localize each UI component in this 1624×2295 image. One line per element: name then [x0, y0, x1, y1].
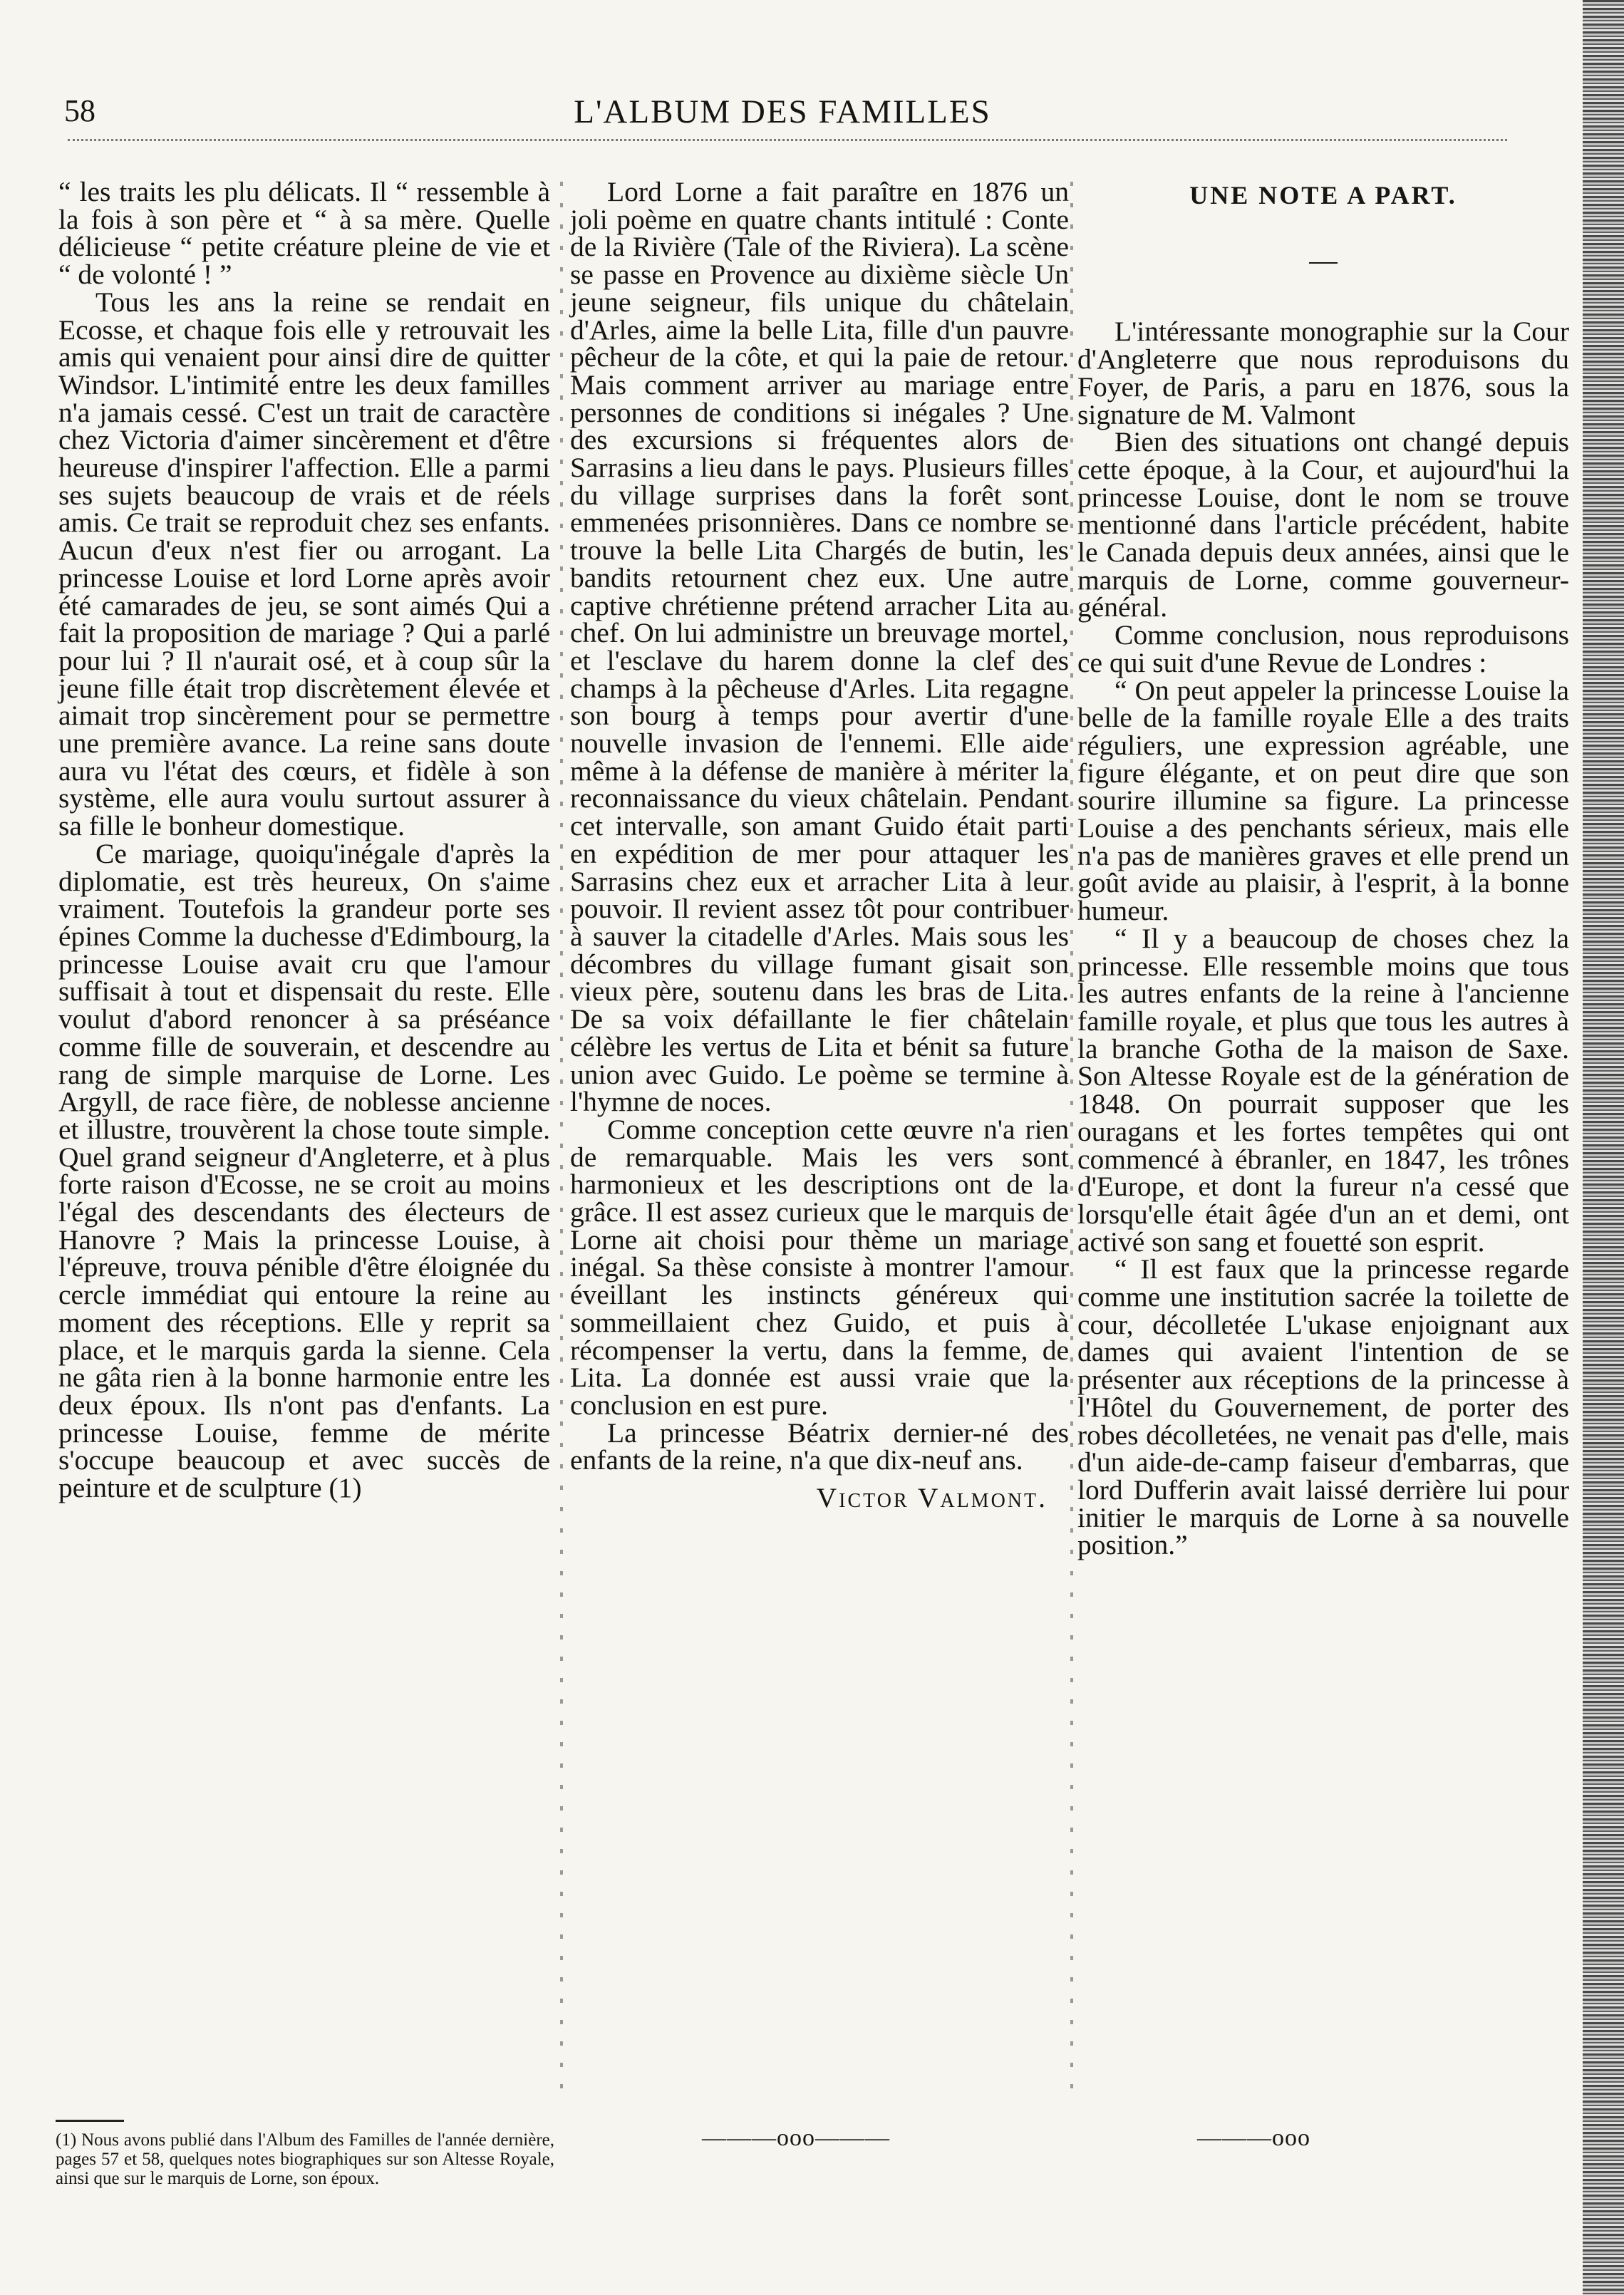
paragraph: “ On peut appeler la princesse Louise la belle de la famille royale Elle a des traits réguliers, une expression agréable, une figure élégante, et on peut dire que son sourire illumine sa figure. La princesse Louise a des penchants sérieux, mais elle n'a pas de manières graves et elle prend un goût avide au plaisir, à l'esprit, à la bonne humeur. [1077, 674, 1569, 927]
paragraph: Tous les ans la reine se rendait en Ecosse, et chaque fois elle y retrouvait les amis qui venaient pour ainsi dire de quitter Windsor. L'intimité entre les deux familles n'a jamais cessé. C'est un trait de caractère chez Victoria d'aimer sincèrement et d'être heureuse d'inspirer l'affection. Elle a parmi ses sujets beaucoup de vrais et de réels amis. Ce trait se reproduit chez ses enfants. Aucun d'eux n'est fier ou arrogant. La princesse Louise et lord Lorne après avoir été camarades de jeu, se sont aimés Qui a fait la proposition de mariage ? Qui a parlé pour lui ? Il n'aurait osé, et à coup sûr la jeune fille était trop discrètement élevée et aimait trop sincèrement pour se permettre une première avance. La reine sans doute aura vu l'état des cœurs, et fidèle à son système, elle aura voulu surtout assurer à sa fille le bonheur domestique. [58, 286, 550, 842]
paragraph: Lord Lorne a fait paraître en 1876 un joli poème en quatre chants intitulé : Conte de la Rivière (Tale of the Riviera). La scène se passe en Provence au dixième siècle Un jeune seigneur, fils unique du châtelain d'Arles, aime la belle Lita, fille d'un pauvre pêcheur de la côte, et qui la paie de retour. Mais comment arriver au mariage entre personnes de conditions si inégales ? Une des excursions si fréquentes alors de Sarrasins a lieu dans le pays. Plusieurs filles du village surprises dans la forêt sont emmenées prisonnières. Dans ce nombre se trouve la belle Lita Chargés de butin, les bandits retournent chez eux. Une autre captive chrétienne prétend arracher Lita au chef. On lui administre un breuvage mortel, et l'esclave du harem donne la clef des champs à la pêcheuse d'Arles. Lita regagne son bourg à temps pour avertir d'une nouvelle invasion de l'ennemi. Elle aide même à la défense de manière à mériter la reconnaissance du vieux châtelain. Pendant cet intervalle, son amant Guido était parti en expédition de mer pour attaquer les Sarrasins chez eux et arracher Lita à leur pouvoir. Il revient assez tôt pour contribuer à sauver la citadelle d'Arles. Mais sous les décombres du village fumant gisait son vieux père, soutenu dans les bras de Lita. De sa voix défaillante le fier châtelain célèbre les vertus de Lita et bénit sa future union avec Guido. Le poème se termine à l'hymne de noces. [570, 176, 1069, 1118]
column-3 [1077, 178, 1569, 1559]
article-signature: Victor Valmont. [816, 1482, 1048, 1514]
paragraph: La princesse Béatrix dernier-né des enfants de la reine, n'a que dix-neuf ans. [570, 1416, 1069, 1476]
paragraph: Comme conception cette œuvre n'a rien de remarquable. Mais les vers sont harmonieux et les descriptions ont de la grâce. Il est assez curieux que le marquis de Lorne ait choisi pour thème un mariage inégal. Sa thèse consiste à montrer l'amour éveillant les instincts généreux qui sommeillaient chez Guido, et puis à récompenser la vertu, dans la femme, de Lita. La donnée est aussi vraie que la conclusion en est pure. [570, 1113, 1069, 1421]
paragraph: “ les traits les plu délicats. Il “ ressemble à la fois à son père et “ à sa mère. Quelle délicieuse “ petite créature pleine de vie et “ de volonté ! ” [58, 176, 550, 291]
end-ornament: ———ooo [1197, 2125, 1310, 2151]
scan-edge [1583, 0, 1624, 2295]
footnote-rule [56, 2120, 124, 2122]
column-2 [570, 178, 1069, 1512]
page-header [56, 93, 1509, 143]
paragraph: Comme conclusion, nous reproduisons ce qui suit d'une Revue de Londres : [1077, 619, 1569, 678]
header-rule [68, 139, 1507, 141]
footnote-text: (1) Nous avons publié dans l'Album des Familles de l'année dernière, pages 57 et 58, quelques notes biographiques sur son Altesse Royale, ainsi que sur le marquis de Lorne, son époux. [56, 2130, 554, 2188]
paragraph: Ce mariage, quoiqu'inégale d'après la diplomatie, est très heureux, On s'aime vraiment. Toutefois la grandeur porte ses épines Comme la duchesse d'Edimbourg, la princesse Louise avait cru que l'amour suffisait à tout et dispensait du reste. Elle voulut d'abord renoncer à sa préséance comme fille de souverain, et descendre au rang de simple marquise de Lorne. Les Argyll, de race fière, de noblesse ancienne et illustre, trouvèrent la chose toute simple. Quel grand seigneur d'Angleterre, et à plus forte raison d'Ecosse, ne se croit au moins l'égal des descendants des électeurs de Hanovre ? Mais la princesse Louise, à l'épreuve, trouva pénible d'être éloignée du cercle immédiat qui entoure la reine au moment des réceptions. Elle y reprit sa place, et le marquis garda la sienne. Cela ne gâta rien à la bonne harmonie entre les deux époux. Ils n'ont pas d'enfants. La princesse Louise, femme de mérite s'occupe beaucoup et avec succès de peinture et de sculpture (1) [58, 837, 550, 1504]
end-ornament: ———ooo——— [702, 2125, 890, 2151]
paragraph: Bien des situations ont changé depuis cette époque, à la Cour, et aujourd'hui la princesse Louise, dont le nom se trouve mentionné dans l'article précédent, habite le Canada depuis deux années, ainsi que le marquis de Lorne, comme gouverneur-général. [1077, 426, 1569, 623]
section-title: UNE NOTE A PART. [1189, 181, 1457, 209]
running-title: L'ALBUM DES FAMILLES [574, 93, 991, 130]
page-number: 58 [64, 93, 95, 128]
column-separator [1070, 182, 1073, 2098]
paragraph: “ Il y a beaucoup de choses chez la princesse. Elle ressemble moins que tous les autres enfants de la reine à l'ancienne famille royale, et plus que tous les autres à la branche Gotha de la maison de Saxe. Son Altesse Royale est de la génération de 1848. On pourrait supposer que les ouragans et les fortes tempêtes qui ont commencé à ébranler, en 1847, les trônes d'Europe, et dont la fureur n'a cessé que lorsqu'elle était âgée d'un an et demi, ont activé son sang et fouetté son esprit. [1077, 922, 1569, 1258]
title-dash: — [1309, 244, 1338, 276]
column-1 [58, 178, 550, 1502]
paragraph: L'intéressante monographie sur la Cour d'Angleterre que nous reproduisons du Foyer, de Paris, a paru en 1876, sous la signature de M. Valmont [1077, 316, 1569, 430]
column-separator [560, 182, 563, 2098]
footnote [56, 2130, 554, 2188]
paragraph: “ Il est faux que la princesse regarde comme une institution sacrée la toilette de cour, décolletée L'ukase enjoignant aux dames qui avaient l'intention de se présenter aux réceptions de la princesse à l'Hôtel du Gouvernement, de porter des robes décolletées, ne venait pas d'elle, mais d'un aide-de-camp faiseur d'embarras, que lord Dufferin avait laissé derrière lui pour initier le marquis de Lorne à sa nouvelle position.” [1077, 1253, 1569, 1561]
